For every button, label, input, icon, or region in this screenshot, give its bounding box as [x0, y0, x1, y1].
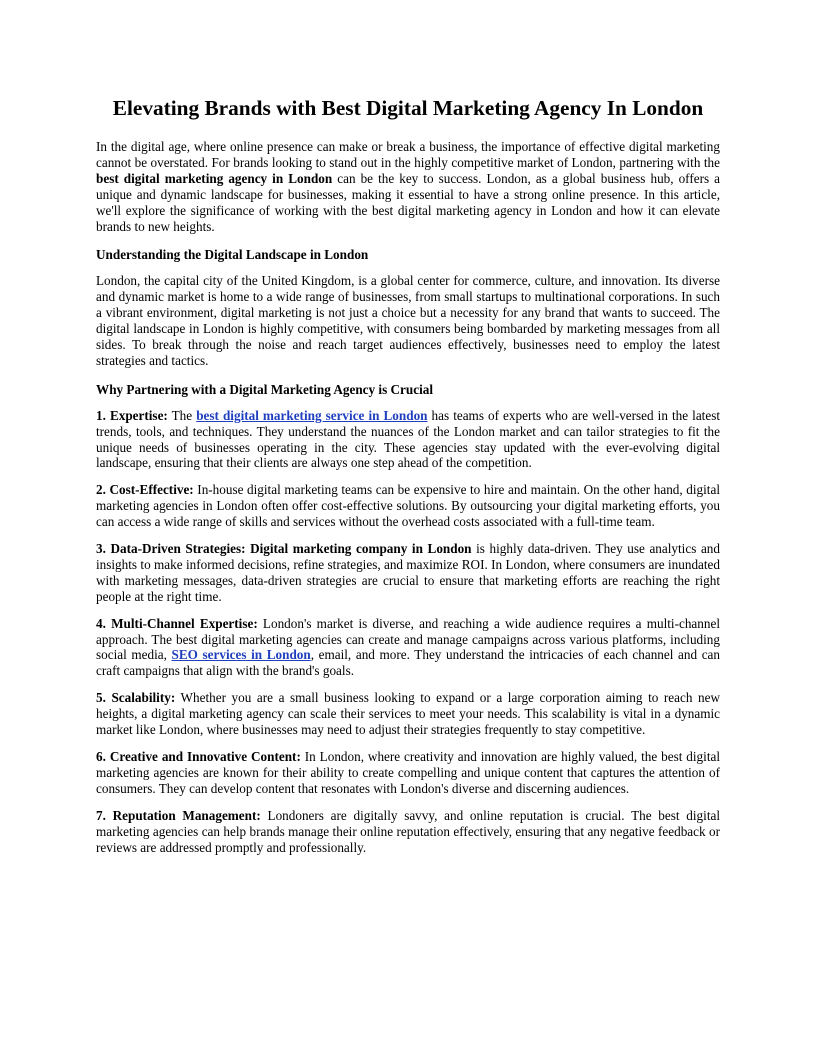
item-text-pre: The	[167, 407, 197, 423]
landscape-paragraph: London, the capital city of the United Kingdom, is a global center for commerce, culture, and innovation. Its diverse and dynamic market is home to a wide range of businesses, from small startups to multinational corporations. In such a vibrant environment, digital marketing is not just a choice but a necessity for any brand that wants to succeed. The digital landscape in London is highly competitive, with consumers being bombarded by marketing messages from all sides. To break through the noise and reach target audiences effectively, businesses need to employ the latest strategies and tactics.	[96, 273, 720, 368]
document-page	[96, 94, 720, 866]
intro-text-1: In the digital age, where online presence can make or break a business, the importance of effective digital marketing cannot be overstated. For brands looking to stand out in the highly competitive market of London, partnering with the	[96, 139, 720, 170]
item-text: Londoners are digitally savvy, and online reputation is crucial. The best digital marketing agencies can help brands manage their online reputation effectively, ensuring that any negative feedback or reviews are addressed promptly and professionally.	[96, 807, 720, 855]
list-item-scalability	[96, 690, 720, 738]
list-item-expertise	[96, 408, 720, 472]
item-label: 6. Creative and Innovative Content:	[96, 749, 301, 764]
item-text: has teams of experts who are well-versed in the latest trends, tools, and techniques. They understand the nuances of the London market and can tailor strategies to fit the unique needs of businesses operating in the city. These agencies stay updated with the ever-evolving digital landscape, ensuring that their clients are always one step ahead of the competition.	[96, 407, 720, 471]
item-label: 3. Data-Driven Strategies:	[96, 541, 246, 557]
item-label: 4. Multi-Channel Expertise:	[96, 615, 258, 631]
item-text-post: , email, and more. They understand the intricacies of each channel and can craft campaigns that align with the brand's goals.	[96, 647, 721, 679]
section-heading-partnering: Why Partnering with a Digital Marketing Agency is Crucial	[96, 381, 433, 397]
list-item-cost-effective	[96, 482, 720, 530]
list-item-creative-content	[96, 749, 720, 797]
item-text: Whether you are a small business looking to expand or a large corporation aiming to reach new heights, a digital marketing agency can scale their services to meet your needs. This scalability is vital in a dynamic market like London, where businesses may need to adjust their strategies frequently to stay competitive.	[96, 690, 720, 738]
item-text: is highly data-driven. They use analytics and insights to make informed decisions, refine strategies, and maximize ROI. In London, where consumers are inundated with marketing messages, data-driven strategies are crucial to ensure that marketing efforts are reaching the right people at the right time.	[96, 541, 720, 604]
intro-paragraph	[96, 139, 720, 234]
item-label: 7. Reputation Management:	[96, 807, 261, 823]
document-title: Elevating Brands with Best Digital Marketing Agency In London	[112, 96, 704, 120]
best-digital-marketing-service-link[interactable]: best digital marketing service in London	[196, 407, 428, 423]
list-item-multi-channel	[96, 616, 720, 680]
item-label: 5. Scalability:	[96, 690, 176, 706]
section-heading-landscape: Understanding the Digital Landscape in London	[96, 247, 369, 263]
item-text: In-house digital marketing teams can be expensive to hire and maintain. On the other hand, digital marketing agencies in London often offer cost-effective solutions. By outsourcing your digital marketing efforts, you can access a wide range of skills and services without the overhead costs associated with a full-time team.	[96, 482, 720, 530]
list-item-reputation	[96, 808, 720, 856]
intro-bold-keyword: best digital marketing agency in London	[96, 170, 333, 186]
item-text: In London, where creativity and innovation are highly valued, the best digital marketing agencies are known for their ability to create compelling and unique content that captures the attention of consumers. They can develop content that resonates with London's diverse and discerning audiences.	[96, 749, 720, 796]
item-label: 2. Cost-Effective:	[96, 482, 194, 498]
item-bold-keyword: Digital marketing company in London	[245, 541, 472, 557]
item-text: London's market is diverse, and reaching a wide audience requires a multi-channel approach. The best digital marketing agencies can create and manage campaigns across various platforms, including social media,	[96, 615, 720, 663]
list-item-data-driven	[96, 541, 720, 605]
intro-text-2: can be the key to success. London, as a global business hub, offers a unique and dynamic landscape for businesses, making it essential to have a strong online presence. In this article, we'll explore the significance of working with the best digital marketing agency in London and how it can elevate brands to new heights.	[96, 170, 720, 234]
item-label: 1. Expertise:	[96, 407, 168, 423]
seo-services-link[interactable]: SEO services in London	[171, 647, 311, 663]
